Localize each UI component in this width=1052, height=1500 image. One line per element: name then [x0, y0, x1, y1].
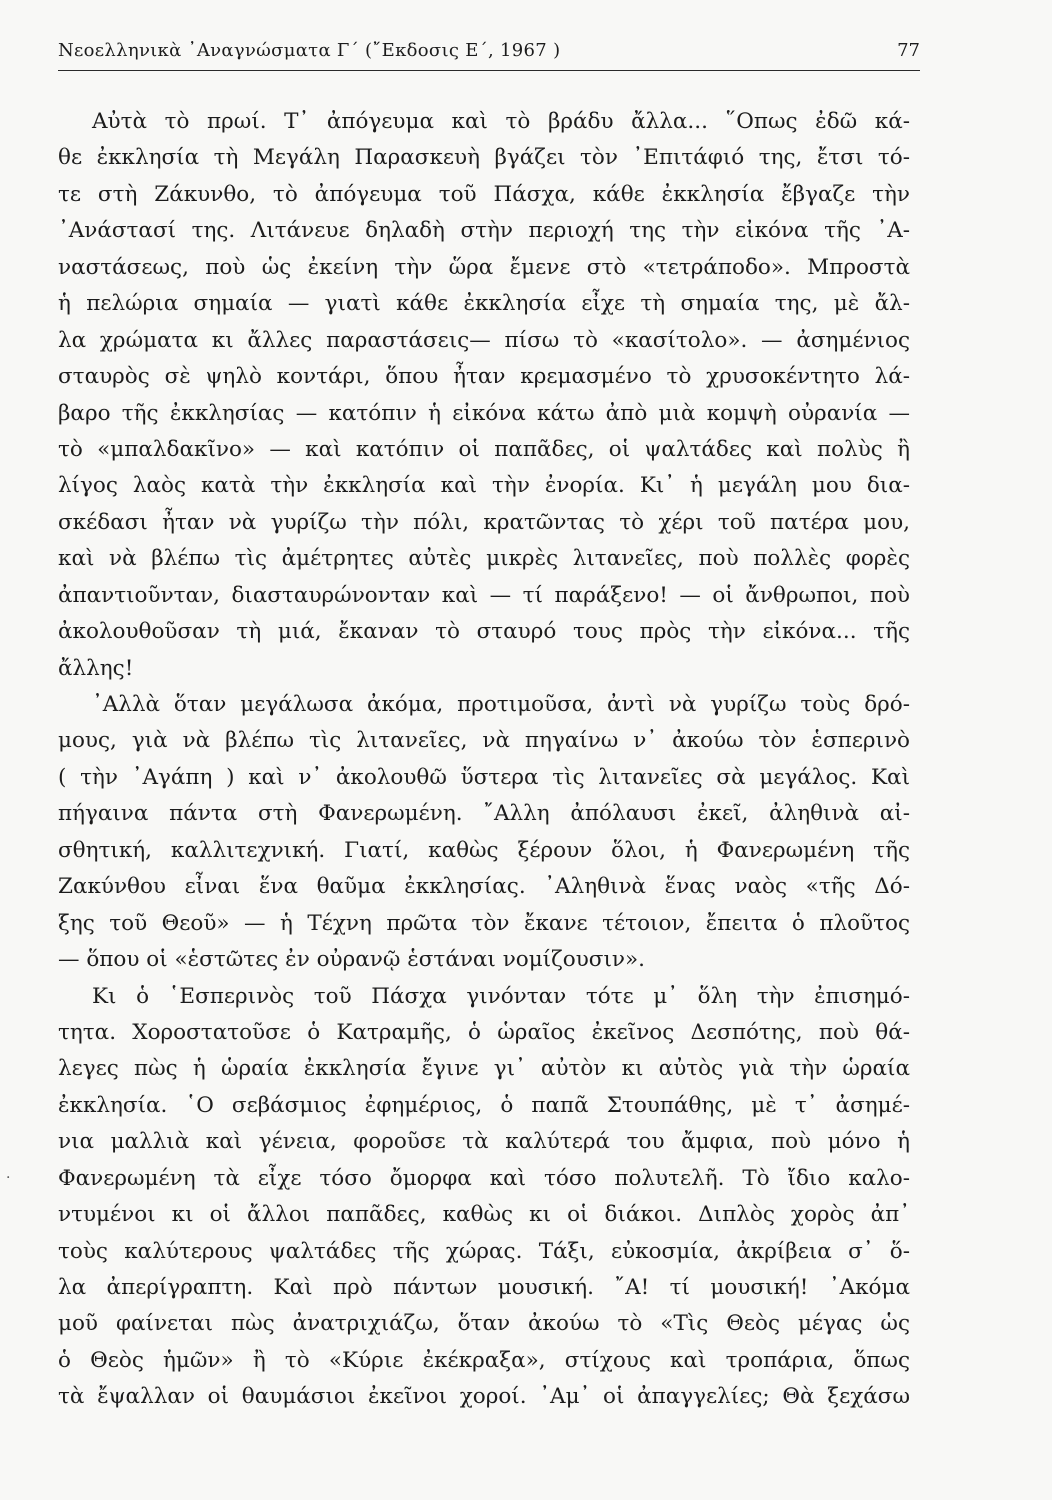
- text-line: τὸ «μπαλδακῖνο» — καὶ κατόπιν οἱ παπᾶδες, οἱ ψαλτάδες καὶ πολὺς ἢ: [58, 436, 910, 462]
- text-line: λεγες πὼς ἡ ὡραία ἐκκλησία ἔγινε γι᾿ αὐτὸν κι αὐτὸς γιὰ τὴν ὡραία: [58, 1056, 910, 1082]
- text-line: βαρο τῆς ἐκκλησίας — κατόπιν ἡ εἰκόνα κάτω ἀπὸ μιὰ κομψὴ οὐρανία —: [58, 400, 910, 426]
- text-line: ὁ Θεὸς ἡμῶν» ἢ τὸ «Κύριε ἐκέκραξα», στίχους καὶ τροπάρια, ὅπως: [58, 1347, 910, 1373]
- page-number: 77: [897, 40, 920, 61]
- text-line: ἄλλης!: [58, 655, 134, 681]
- text-line: ἀπαντιοῦνταν, διασταυρώνονταν καὶ — τί παράξενο! — οἱ ἄνθρωποι, ποὺ: [58, 582, 910, 608]
- text-line: ἐκκλησία. ῾Ο σεβάσμιος ἐφημέριος, ὁ παπᾶ Στουπάθης, μὲ τ᾿ ἀσημέ-: [58, 1092, 910, 1118]
- text-line: σταυρὸς σὲ ψηλὸ κοντάρι, ὅπου ἦταν κρεμασμένο τὸ χρυσοκέντητο λά-: [58, 364, 910, 390]
- text-line: ᾿Ανάστασί της. Λιτάνευε δηλαδὴ στὴν περιοχή της τὴν εἰκόνα τῆς ᾿Α-: [58, 218, 910, 244]
- text-line: θε ἐκκλησία τὴ Μεγάλη Παρασκευὴ βγάζει τὸν ᾿Επιτάφιό της, ἔτσι τό-: [58, 145, 910, 171]
- text-line: ( τὴν ᾿Αγάπη ) καὶ ν᾿ ἀκολουθῶ ὕστερα τὶς λιτανεῖες σὰ μεγάλος. Καὶ: [58, 764, 910, 790]
- text-line: μους, γιὰ νὰ βλέπω τὶς λιτανεῖες, νὰ πηγαίνω ν᾿ ἀκούω τὸν ἑσπερινὸ: [58, 728, 910, 754]
- body-text: [58, 104, 910, 1416]
- text-line: νια μαλλιὰ καὶ γένεια, φοροῦσε τὰ καλύτερά του ἄμφια, ποὺ μόνο ἡ: [58, 1129, 910, 1155]
- text-line: μοῦ φαίνεται πὼς ἀνατριχιάζω, ὅταν ἀκούω τὸ «Τὶς Θεὸς μέγας ὡς: [58, 1311, 910, 1337]
- header-rule: [58, 70, 920, 71]
- text-line: ἀκολουθοῦσαν τὴ μιά, ἔκαναν τὸ σταυρό τους πρὸς τὴν εἰκόνα... τῆς: [58, 619, 910, 645]
- text-line: ντυμένοι κι οἱ ἄλλοι παπᾶδες, καθὼς κι οἱ διάκοι. Διπλὸς χορὸς ἀπ᾿: [58, 1202, 910, 1228]
- running-head: [58, 40, 920, 70]
- text-line: ξης τοῦ Θεοῦ» — ἡ Τέχνη πρῶτα τὸν ἔκανε τέτοιον, ἔπειτα ὁ πλοῦτος: [58, 910, 910, 936]
- text-line: Ζακύνθου εἶναι ἕνα θαῦμα ἐκκλησίας. ᾿Αληθινὰ ἕνας ναὸς «τῆς Δό-: [58, 874, 910, 900]
- text-line: τητα. Χοροστατοῦσε ὁ Κατραμῆς, ὁ ὡραῖος ἐκεῖνος Δεσπότης, ποὺ θά-: [58, 1019, 910, 1045]
- text-line: λα χρώματα κι ἄλλες παραστάσεις— πίσω τὸ «κασίτολο». — ἀσημένιος: [58, 327, 910, 353]
- text-line: λα ἀπερίγραπτη. Καὶ πρὸ πάντων μουσική. ῎Α! τί μουσική! ᾿Ακόμα: [58, 1275, 910, 1300]
- text-line: καὶ νὰ βλέπω τὶς ἀμέτρητες αὐτὲς μικρὲς λιτανεῖες, ποὺ πολλὲς φορὲς: [58, 546, 910, 572]
- text-line: Φανερωμένη τὰ εἶχε τόσο ὄμορφα καὶ τόσο πολυτελῆ. Τὸ ἴδιο καλο-: [58, 1165, 910, 1191]
- margin-speck: ·: [6, 1170, 11, 1186]
- text-line: τοὺς καλύτερους ψαλτάδες τῆς χώρας. Τάξι, εὐκοσμία, ἀκρίβεια σ᾿ ὅ-: [58, 1238, 910, 1264]
- text-line: Αὐτὰ τὸ πρωί. Τ᾿ ἀπόγευμα καὶ τὸ βράδυ ἄλλα... ῞Οπως ἐδῶ κά-: [92, 109, 910, 134]
- text-line: Κι ὁ ῾Εσπερινὸς τοῦ Πάσχα γινόνταν τότε μ᾿ ὅλη τὴν ἐπισημό-: [92, 983, 910, 1009]
- text-line: σκέδασι ἦταν νὰ γυρίζω τὴν πόλι, κρατῶντας τὸ χέρι τοῦ πατέρα μου,: [58, 509, 910, 535]
- text-line: ναστάσεως, ποὺ ὡς ἐκείνη τὴν ὥρα ἔμενε στὸ «τετράποδο». Μπροστὰ: [58, 254, 910, 280]
- text-line: σθητική, καλλιτεχνική. Γιατί, καθὼς ξέρουν ὅλοι, ἡ Φανερωμένη τῆς: [58, 837, 910, 863]
- text-line: λίγος λαὸς κατὰ τὴν ἐκκλησία καὶ τὴν ἐνορία. Κι᾿ ἡ μεγάλη μου δια-: [58, 473, 910, 499]
- text-line: τε στὴ Ζάκυνθο, τὸ ἀπόγευμα τοῦ Πάσχα, κάθε ἐκκλησία ἔβγαζε τὴν: [58, 181, 910, 207]
- text-line: ᾿Αλλὰ ὅταν μεγάλωσα ἀκόμα, προτιμοῦσα, ἀντὶ νὰ γυρίζω τοὺς δρό-: [92, 692, 910, 717]
- text-line: ἡ πελώρια σημαία — γιατὶ κάθε ἐκκλησία εἶχε τὴ σημαία της, μὲ ἄλ-: [58, 291, 910, 317]
- text-line: — ὅπου οἱ «ἑστῶτες ἐν οὐρανῷ ἑστάναι νομίζουσιν».: [58, 947, 645, 973]
- book-title: Νεοελληνικὰ ᾿Αναγνώσματα Γ΄ (῎Εκδοσις Ε΄, 1967 ): [58, 40, 561, 61]
- text-line: τὰ ἔψαλλαν οἱ θαυμάσιοι ἐκεῖνοι χοροί. ᾿Αμ᾿ οἱ ἀπαγγελίες; Θὰ ξεχάσω: [58, 1384, 910, 1410]
- text-line: πήγαινα πάντα στὴ Φανερωμένη. ῎Αλλη ἀπόλαυσι ἐκεῖ, ἀληθινὰ αἰ-: [58, 801, 910, 827]
